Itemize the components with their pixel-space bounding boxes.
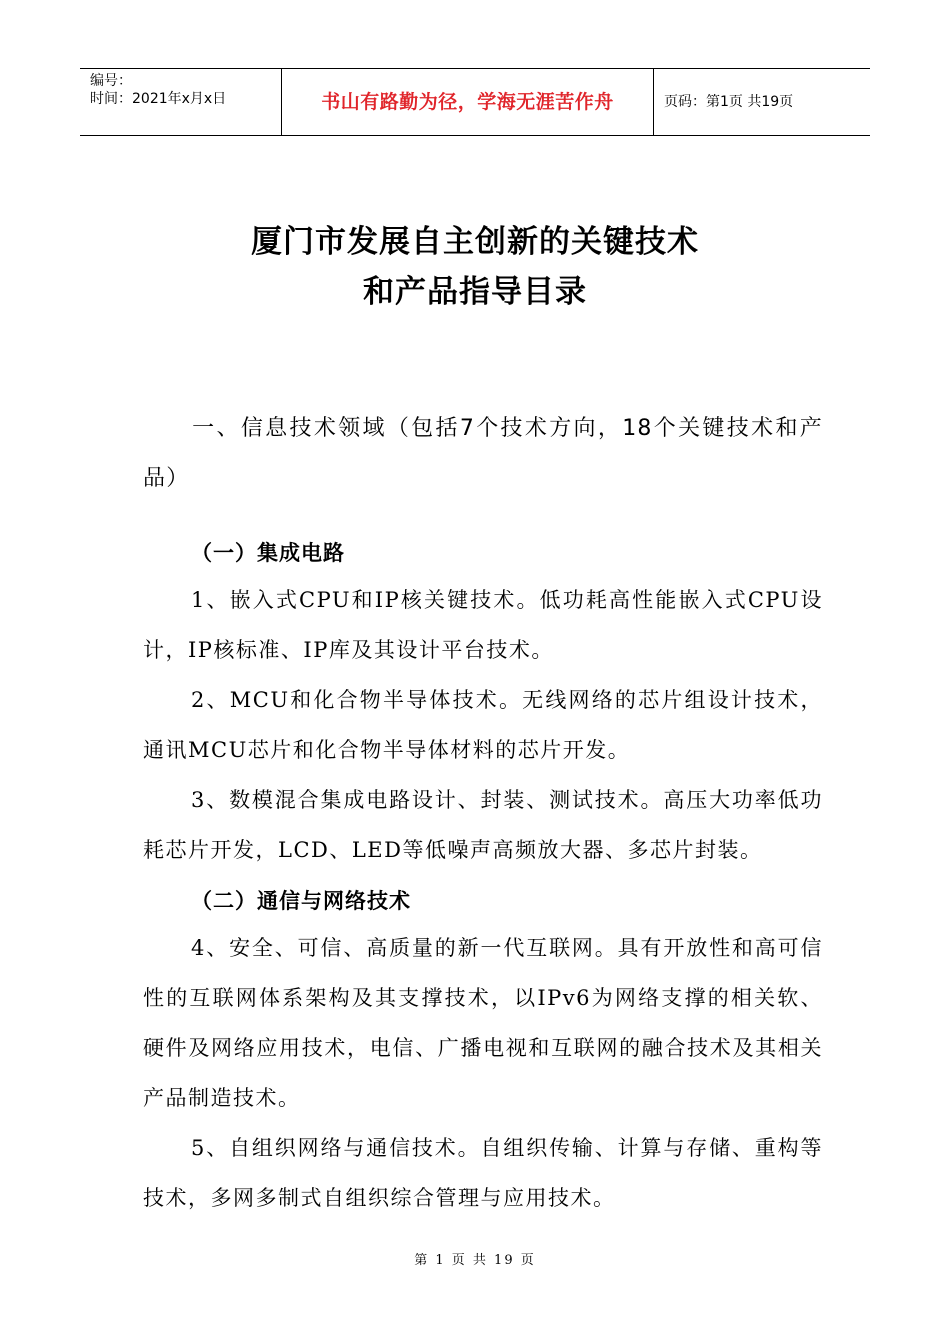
item-4-text: 4、安全、可信、高质量的新一代互联网。具有开放性和高可信性的互联网体系架构及其支撑技术，以IPv6为网络支撑的相关软、硬件及网络应用技术，电信、广播电视和互联网的融合技术及其相关产品制造技术。 — [143, 936, 823, 1110]
page-info: 页码：第1页 共19页 — [664, 94, 794, 110]
item-2-text: 2、MCU和化合物半导体技术。无线网络的芯片组设计技术，通讯MCU芯片和化合物半导体材料的芯片开发。 — [143, 688, 823, 762]
paragraph-item-5 — [143, 1123, 823, 1223]
section-heading: 一、信息技术领域（包括7个技术方向，18个关键技术和产品） — [143, 416, 823, 491]
header-meta-cell — [80, 69, 282, 135]
motto-text: 书山有路勤为径，学海无涯苦作舟 — [282, 69, 654, 135]
paragraph-item-1 — [143, 575, 823, 675]
item-5-text: 5、自组织网络与通信技术。自组织传输、计算与存储、重构等技术，多网多制式自组织综合管理与应用技术。 — [143, 1136, 823, 1210]
paragraph-item-4 — [143, 923, 823, 1123]
section-heading-block — [143, 404, 823, 504]
paragraph-item-2 — [143, 675, 823, 775]
subsection-heading-network: （二）通信与网络技术 — [191, 889, 411, 913]
paragraph-item-3 — [143, 775, 823, 875]
page-footer: 第 1 页 共 19 页 — [414, 1253, 536, 1268]
code-label: 编号： — [90, 73, 132, 89]
document-title-line2: 和产品指导目录 — [363, 274, 587, 310]
time-label: 时间：2021年x月x日 — [90, 91, 227, 107]
item-1-text: 1、嵌入式CPU和IP核关键技术。低功耗高性能嵌入式CPU设计，IP核标准、IP库及其设计平台技术。 — [143, 588, 823, 662]
subsection-heading-ic: （一）集成电路 — [191, 541, 345, 565]
document-title-line1: 厦门市发展自主创新的关键技术 — [251, 224, 699, 260]
document-header-table — [80, 68, 870, 136]
item-3-text: 3、数模混合集成电路设计、封装、测试技术。高压大功率低功耗芯片开发，LCD、LED等低噪声高频放大器、多芯片封装。 — [143, 788, 823, 862]
